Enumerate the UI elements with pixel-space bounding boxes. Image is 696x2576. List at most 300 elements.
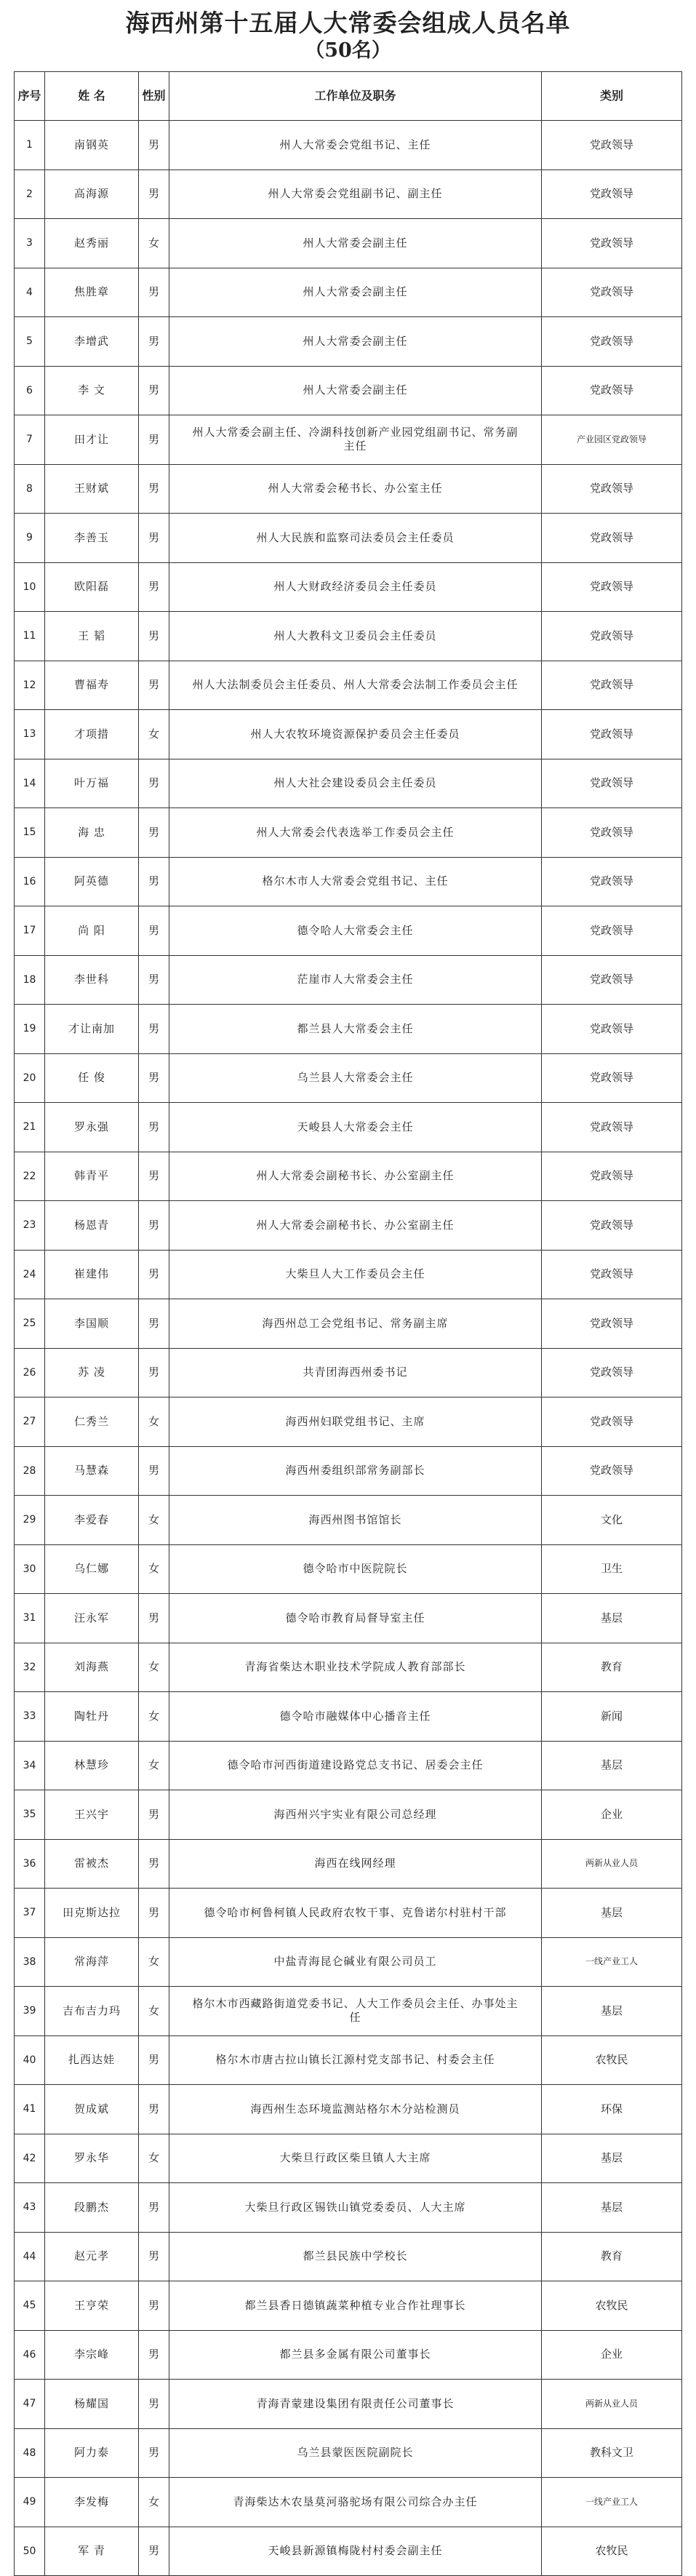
cell-gender: 男 xyxy=(139,562,169,612)
cell-position: 都兰县多金属有限公司董事长 xyxy=(169,2330,542,2380)
cell-gender: 女 xyxy=(139,2478,169,2527)
cell-name: 杨耀国 xyxy=(45,2380,139,2429)
cell-gender: 男 xyxy=(139,170,169,219)
header-position: 工作单位及职务 xyxy=(169,72,542,121)
cell-position: 大柴旦行政区柴旦镇人大主席 xyxy=(169,2134,542,2183)
cell-no: 27 xyxy=(15,1397,45,1447)
cell-position: 州人大常委会代表选举工作委员会主任 xyxy=(169,808,542,858)
cell-category: 企业 xyxy=(542,2330,682,2380)
table-row xyxy=(15,1692,682,1742)
table-row xyxy=(15,1053,682,1103)
cell-position: 州人大常委会副主任 xyxy=(169,219,542,268)
cell-gender: 女 xyxy=(139,1397,169,1447)
table-row xyxy=(15,1299,682,1349)
table-row xyxy=(15,1152,682,1201)
cell-category: 党政领导 xyxy=(542,1299,682,1349)
table-row xyxy=(15,1889,682,1938)
cell-category: 基层 xyxy=(542,2134,682,2183)
table-row xyxy=(15,808,682,858)
table-row xyxy=(15,1397,682,1447)
cell-no: 15 xyxy=(15,808,45,858)
cell-gender: 男 xyxy=(139,415,169,465)
cell-no: 36 xyxy=(15,1839,45,1889)
cell-position: 海西州委组织部常务副部长 xyxy=(169,1446,542,1496)
cell-category: 党政领导 xyxy=(542,808,682,858)
cell-position: 州人大常委会党组书记、主任 xyxy=(169,121,542,170)
cell-gender: 男 xyxy=(139,1152,169,1201)
cell-no: 42 xyxy=(15,2134,45,2183)
cell-category: 党政领导 xyxy=(542,857,682,906)
member-table xyxy=(14,71,682,2576)
cell-name: 林慧珍 xyxy=(45,1741,139,1790)
cell-gender: 女 xyxy=(139,1987,169,2036)
cell-category: 两新从业人员 xyxy=(542,1839,682,1889)
cell-gender: 男 xyxy=(139,1103,169,1152)
cell-name: 贺成斌 xyxy=(45,2085,139,2134)
cell-category: 党政领导 xyxy=(542,366,682,415)
table-row xyxy=(15,906,682,956)
cell-gender: 男 xyxy=(139,366,169,415)
cell-category: 党政领导 xyxy=(542,1348,682,1397)
header-no: 序号 xyxy=(15,72,45,121)
cell-gender: 女 xyxy=(139,219,169,268)
cell-category: 党政领导 xyxy=(542,121,682,170)
cell-gender: 男 xyxy=(139,2281,169,2331)
table-row xyxy=(15,1643,682,1692)
cell-gender: 女 xyxy=(139,1496,169,1545)
cell-no: 49 xyxy=(15,2478,45,2527)
cell-name: 李世科 xyxy=(45,955,139,1005)
cell-category: 环保 xyxy=(542,2085,682,2134)
table-row xyxy=(15,415,682,465)
cell-category: 基层 xyxy=(542,2183,682,2233)
cell-name: 军 青 xyxy=(45,2527,139,2576)
table-row xyxy=(15,2035,682,2085)
cell-gender: 男 xyxy=(139,808,169,858)
cell-category: 教育 xyxy=(542,1643,682,1692)
cell-name: 李宗峰 xyxy=(45,2330,139,2380)
title-block xyxy=(0,0,696,71)
cell-category: 党政领导 xyxy=(542,612,682,661)
table-header xyxy=(15,72,682,121)
cell-no: 21 xyxy=(15,1103,45,1152)
cell-category: 党政领导 xyxy=(542,464,682,514)
cell-category: 基层 xyxy=(542,1987,682,2036)
cell-no: 39 xyxy=(15,1987,45,2036)
header-gender: 性别 xyxy=(139,72,169,121)
cell-no: 44 xyxy=(15,2232,45,2281)
cell-no: 2 xyxy=(15,170,45,219)
cell-category: 党政领导 xyxy=(542,710,682,759)
cell-category: 农牧民 xyxy=(542,2281,682,2331)
cell-no: 10 xyxy=(15,562,45,612)
cell-position: 德令哈市柯鲁柯镇人民政府农牧干事、克鲁诺尔村驻村干部 xyxy=(169,1889,542,1938)
cell-gender: 女 xyxy=(139,1692,169,1742)
cell-category: 党政领导 xyxy=(542,1053,682,1103)
cell-position: 中盐青海昆仑碱业有限公司员工 xyxy=(169,1937,542,1987)
cell-category: 党政领导 xyxy=(542,562,682,612)
table-row xyxy=(15,1790,682,1840)
cell-gender: 男 xyxy=(139,1250,169,1299)
cell-gender: 女 xyxy=(139,1643,169,1692)
table-row xyxy=(15,1348,682,1397)
cell-name: 扎西达娃 xyxy=(45,2035,139,2085)
cell-category: 党政领导 xyxy=(542,1446,682,1496)
cell-no: 46 xyxy=(15,2330,45,2380)
cell-category: 党政领导 xyxy=(542,955,682,1005)
page-subtitle: （50名） xyxy=(305,39,391,62)
cell-category: 卫生 xyxy=(542,1544,682,1594)
table-row xyxy=(15,121,682,170)
cell-no: 22 xyxy=(15,1152,45,1201)
cell-name: 海 忠 xyxy=(45,808,139,858)
cell-gender: 男 xyxy=(139,759,169,808)
cell-category: 党政领导 xyxy=(542,1250,682,1299)
cell-name: 马慧森 xyxy=(45,1446,139,1496)
cell-name: 苏 凌 xyxy=(45,1348,139,1397)
cell-position: 德令哈市教育局督导室主任 xyxy=(169,1594,542,1643)
cell-no: 40 xyxy=(15,2035,45,2085)
cell-no: 7 xyxy=(15,415,45,465)
table-row xyxy=(15,2232,682,2281)
table-row xyxy=(15,612,682,661)
cell-name: 王亨荣 xyxy=(45,2281,139,2331)
cell-position: 州人大常委会党组副书记、副主任 xyxy=(169,170,542,219)
table-row xyxy=(15,857,682,906)
table-row xyxy=(15,1987,682,2036)
table-row xyxy=(15,464,682,514)
cell-position: 共青团海西州委书记 xyxy=(169,1348,542,1397)
cell-position: 格尔木市唐古拉山镇长江源村党支部书记、村委会主任 xyxy=(169,2035,542,2085)
cell-name: 赵元孝 xyxy=(45,2232,139,2281)
cell-category: 一线产业工人 xyxy=(542,2478,682,2527)
cell-no: 38 xyxy=(15,1937,45,1987)
cell-gender: 男 xyxy=(139,1594,169,1643)
cell-category: 一线产业工人 xyxy=(542,1937,682,1987)
cell-name: 罗永强 xyxy=(45,1103,139,1152)
cell-gender: 男 xyxy=(139,1446,169,1496)
cell-gender: 男 xyxy=(139,2183,169,2233)
cell-no: 20 xyxy=(15,1053,45,1103)
cell-name: 南钢英 xyxy=(45,121,139,170)
cell-category: 产业园区党政领导 xyxy=(542,415,682,465)
cell-no: 32 xyxy=(15,1643,45,1692)
cell-gender: 男 xyxy=(139,2380,169,2429)
cell-no: 12 xyxy=(15,661,45,710)
cell-name: 阿英德 xyxy=(45,857,139,906)
cell-no: 35 xyxy=(15,1790,45,1840)
cell-category: 基层 xyxy=(542,1741,682,1790)
cell-name: 杨恩青 xyxy=(45,1201,139,1251)
cell-position: 海西州总工会党组书记、常务副主席 xyxy=(169,1299,542,1349)
cell-gender: 男 xyxy=(139,2035,169,2085)
cell-name: 王 韬 xyxy=(45,612,139,661)
cell-no: 17 xyxy=(15,906,45,956)
cell-name: 常海萍 xyxy=(45,1937,139,1987)
table-row xyxy=(15,268,682,317)
cell-position: 德令哈市河西街道建设路党总支书记、居委会主任 xyxy=(169,1741,542,1790)
cell-no: 31 xyxy=(15,1594,45,1643)
cell-position: 海西州兴宇实业有限公司总经理 xyxy=(169,1790,542,1840)
cell-position: 州人大法制委员会主任委员、州人大常委会法制工作委员会主任 xyxy=(169,661,542,710)
cell-position: 海西州生态环境监测站格尔木分站检测员 xyxy=(169,2085,542,2134)
cell-no: 11 xyxy=(15,612,45,661)
cell-name: 阿力泰 xyxy=(45,2428,139,2478)
cell-position: 州人大农牧环境资源保护委员会主任委员 xyxy=(169,710,542,759)
cell-position: 都兰县香日德镇蔬菜种植专业合作社理事长 xyxy=(169,2281,542,2331)
cell-category: 教科文卫 xyxy=(542,2428,682,2478)
table-row xyxy=(15,1446,682,1496)
cell-category: 新闻 xyxy=(542,1692,682,1742)
cell-name: 李 文 xyxy=(45,366,139,415)
cell-category: 党政领导 xyxy=(542,1397,682,1447)
cell-category: 农牧民 xyxy=(542,2527,682,2576)
cell-gender: 男 xyxy=(139,2330,169,2380)
cell-name: 雷被杰 xyxy=(45,1839,139,1889)
cell-gender: 女 xyxy=(139,2134,169,2183)
cell-category: 党政领导 xyxy=(542,1005,682,1054)
cell-name: 罗永华 xyxy=(45,2134,139,2183)
table-row xyxy=(15,1741,682,1790)
cell-name: 王兴宇 xyxy=(45,1790,139,1840)
table-row xyxy=(15,2085,682,2134)
cell-name: 曹福寿 xyxy=(45,661,139,710)
cell-gender: 男 xyxy=(139,1053,169,1103)
cell-no: 28 xyxy=(15,1446,45,1496)
cell-category: 企业 xyxy=(542,1790,682,1840)
cell-position: 州人大常委会副秘书长、办公室副主任 xyxy=(169,1152,542,1201)
cell-category: 两新从业人员 xyxy=(542,2380,682,2429)
cell-no: 9 xyxy=(15,514,45,563)
cell-gender: 男 xyxy=(139,955,169,1005)
cell-gender: 男 xyxy=(139,121,169,170)
cell-no: 25 xyxy=(15,1299,45,1349)
cell-position: 州人大民族和监察司法委员会主任委员 xyxy=(169,514,542,563)
cell-no: 13 xyxy=(15,710,45,759)
cell-no: 23 xyxy=(15,1201,45,1251)
cell-no: 33 xyxy=(15,1692,45,1742)
cell-no: 45 xyxy=(15,2281,45,2331)
cell-position: 都兰县民族中学校长 xyxy=(169,2232,542,2281)
cell-name: 仁秀兰 xyxy=(45,1397,139,1447)
cell-position: 海西州妇联党组书记、主席 xyxy=(169,1397,542,1447)
table-row xyxy=(15,1005,682,1054)
table-row xyxy=(15,1250,682,1299)
cell-name: 吉布吉力玛 xyxy=(45,1987,139,2036)
cell-no: 30 xyxy=(15,1544,45,1594)
table-row xyxy=(15,955,682,1005)
cell-name: 尚 阳 xyxy=(45,906,139,956)
cell-gender: 男 xyxy=(139,2232,169,2281)
cell-name: 李发梅 xyxy=(45,2478,139,2527)
cell-gender: 男 xyxy=(139,1839,169,1889)
cell-position: 天峻县人大常委会主任 xyxy=(169,1103,542,1152)
table-row xyxy=(15,1103,682,1152)
cell-position: 都兰县人大常委会主任 xyxy=(169,1005,542,1054)
cell-name: 李国顺 xyxy=(45,1299,139,1349)
cell-no: 6 xyxy=(15,366,45,415)
cell-no: 5 xyxy=(15,317,45,367)
cell-name: 才项措 xyxy=(45,710,139,759)
cell-category: 党政领导 xyxy=(542,317,682,367)
cell-name: 李爱春 xyxy=(45,1496,139,1545)
cell-category: 党政领导 xyxy=(542,268,682,317)
cell-gender: 男 xyxy=(139,1889,169,1938)
cell-gender: 男 xyxy=(139,2527,169,2576)
cell-gender: 男 xyxy=(139,317,169,367)
cell-position: 青海柴达木农垦莫河骆驼场有限公司综合办主任 xyxy=(169,2478,542,2527)
cell-name: 韩青平 xyxy=(45,1152,139,1201)
cell-category: 党政领导 xyxy=(542,906,682,956)
cell-position: 青海省柴达木职业技术学院成人教育部部长 xyxy=(169,1643,542,1692)
cell-position: 海西州图书馆馆长 xyxy=(169,1496,542,1545)
cell-no: 50 xyxy=(15,2527,45,2576)
cell-position: 青海青蒙建设集团有限责任公司董事长 xyxy=(169,2380,542,2429)
cell-gender: 男 xyxy=(139,1790,169,1840)
cell-position: 大柴旦行政区锡铁山镇党委委员、人大主席 xyxy=(169,2183,542,2233)
cell-category: 党政领导 xyxy=(542,1103,682,1152)
cell-position: 州人大常委会副主任 xyxy=(169,317,542,367)
cell-position: 天峻县新源镇梅陇村村委会副主任 xyxy=(169,2527,542,2576)
table-row xyxy=(15,1201,682,1251)
cell-name: 李增武 xyxy=(45,317,139,367)
table-row xyxy=(15,1496,682,1545)
cell-category: 党政领导 xyxy=(542,1201,682,1251)
table-body xyxy=(15,121,682,2576)
header-row xyxy=(15,72,682,121)
cell-position: 州人大常委会副主任 xyxy=(169,366,542,415)
cell-name: 叶万福 xyxy=(45,759,139,808)
cell-position: 大柴旦人大工作委员会主任 xyxy=(169,1250,542,1299)
table-row xyxy=(15,562,682,612)
cell-no: 18 xyxy=(15,955,45,1005)
cell-position: 州人大常委会秘书长、办公室主任 xyxy=(169,464,542,514)
table-row xyxy=(15,710,682,759)
table-row xyxy=(15,2380,682,2429)
cell-no: 3 xyxy=(15,219,45,268)
cell-gender: 女 xyxy=(139,710,169,759)
cell-category: 教育 xyxy=(542,2232,682,2281)
cell-category: 党政领导 xyxy=(542,1152,682,1201)
cell-name: 李善玉 xyxy=(45,514,139,563)
header-name: 姓 名 xyxy=(45,72,139,121)
cell-category: 党政领导 xyxy=(542,759,682,808)
cell-position: 乌兰县人大常委会主任 xyxy=(169,1053,542,1103)
cell-name: 焦胜章 xyxy=(45,268,139,317)
cell-name: 田才让 xyxy=(45,415,139,465)
table-row xyxy=(15,2330,682,2380)
cell-name: 汪永军 xyxy=(45,1594,139,1643)
table-row xyxy=(15,1937,682,1987)
cell-no: 47 xyxy=(15,2380,45,2429)
cell-gender: 男 xyxy=(139,661,169,710)
cell-position: 州人大常委会副秘书长、办公室副主任 xyxy=(169,1201,542,1251)
table-row xyxy=(15,170,682,219)
cell-position: 德令哈市中医院院长 xyxy=(169,1544,542,1594)
cell-gender: 男 xyxy=(139,268,169,317)
table-row xyxy=(15,1839,682,1889)
cell-gender: 女 xyxy=(139,1937,169,1987)
table-row xyxy=(15,1594,682,1643)
cell-name: 任 俊 xyxy=(45,1053,139,1103)
cell-gender: 男 xyxy=(139,2085,169,2134)
cell-name: 高海源 xyxy=(45,170,139,219)
table-row xyxy=(15,661,682,710)
cell-gender: 男 xyxy=(139,1201,169,1251)
cell-name: 才让南加 xyxy=(45,1005,139,1054)
cell-gender: 男 xyxy=(139,514,169,563)
table-row xyxy=(15,2478,682,2527)
table-row xyxy=(15,759,682,808)
table-row xyxy=(15,2428,682,2478)
cell-gender: 男 xyxy=(139,2428,169,2478)
table-row xyxy=(15,2134,682,2183)
table-row xyxy=(15,366,682,415)
table-row xyxy=(15,1544,682,1594)
cell-position: 茫崖市人大常委会主任 xyxy=(169,955,542,1005)
cell-no: 48 xyxy=(15,2428,45,2478)
cell-no: 41 xyxy=(15,2085,45,2134)
cell-gender: 男 xyxy=(139,464,169,514)
cell-no: 8 xyxy=(15,464,45,514)
cell-position: 州人大常委会副主任 xyxy=(169,268,542,317)
cell-position: 乌兰县蒙医医院副院长 xyxy=(169,2428,542,2478)
cell-position: 德令哈市融媒体中心播音主任 xyxy=(169,1692,542,1742)
cell-position: 州人大社会建设委员会主任委员 xyxy=(169,759,542,808)
cell-no: 1 xyxy=(15,121,45,170)
cell-position: 海西在线网经理 xyxy=(169,1839,542,1889)
cell-gender: 男 xyxy=(139,612,169,661)
cell-gender: 女 xyxy=(139,1741,169,1790)
cell-position: 州人大常委会副主任、冷湖科技创新产业园党组副书记、常务副主任 xyxy=(169,415,542,465)
cell-name: 崔建伟 xyxy=(45,1250,139,1299)
cell-gender: 男 xyxy=(139,906,169,956)
table-row xyxy=(15,2281,682,2331)
table-row xyxy=(15,514,682,563)
cell-name: 段鹏杰 xyxy=(45,2183,139,2233)
cell-name: 田克斯达拉 xyxy=(45,1889,139,1938)
cell-no: 4 xyxy=(15,268,45,317)
cell-category: 农牧民 xyxy=(542,2035,682,2085)
cell-category: 党政领导 xyxy=(542,170,682,219)
cell-name: 王财斌 xyxy=(45,464,139,514)
cell-no: 34 xyxy=(15,1741,45,1790)
cell-name: 刘海燕 xyxy=(45,1643,139,1692)
cell-category: 文化 xyxy=(542,1496,682,1545)
cell-gender: 男 xyxy=(139,1299,169,1349)
cell-no: 16 xyxy=(15,857,45,906)
page-title: 海西州第十五届人大常委会组成人员名单 xyxy=(125,9,571,37)
cell-position: 州人大财政经济委员会主任委员 xyxy=(169,562,542,612)
cell-category: 基层 xyxy=(542,1594,682,1643)
cell-no: 29 xyxy=(15,1496,45,1545)
cell-name: 赵秀丽 xyxy=(45,219,139,268)
cell-position: 州人大教科文卫委员会主任委员 xyxy=(169,612,542,661)
cell-category: 党政领导 xyxy=(542,514,682,563)
cell-category: 党政领导 xyxy=(542,661,682,710)
cell-no: 19 xyxy=(15,1005,45,1054)
cell-gender: 男 xyxy=(139,1005,169,1054)
cell-name: 乌仁娜 xyxy=(45,1544,139,1594)
table-row xyxy=(15,2527,682,2576)
cell-name: 欧阳磊 xyxy=(45,562,139,612)
cell-no: 14 xyxy=(15,759,45,808)
cell-no: 26 xyxy=(15,1348,45,1397)
table-row xyxy=(15,219,682,268)
cell-gender: 女 xyxy=(139,1544,169,1594)
cell-no: 43 xyxy=(15,2183,45,2233)
table-row xyxy=(15,317,682,367)
